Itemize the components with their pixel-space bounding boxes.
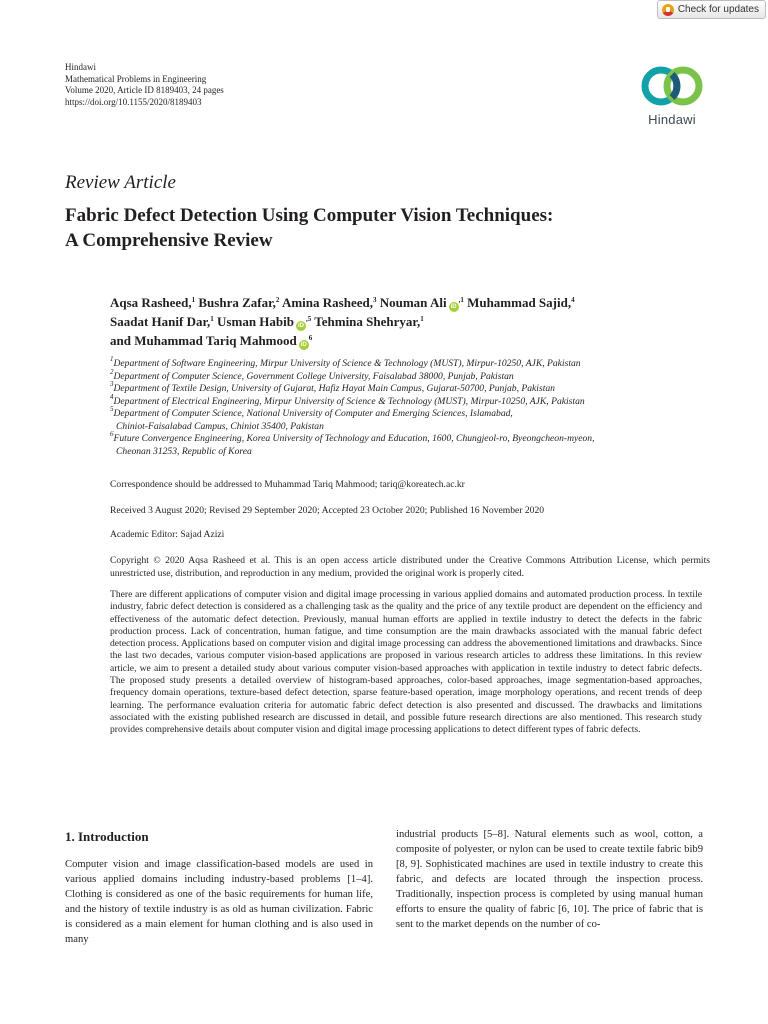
doi-link[interactable]: https://doi.org/10.1155/2020/8189403	[65, 96, 202, 107]
academic-editor: Academic Editor: Sajad Azizi	[110, 529, 225, 540]
orcid-icon[interactable]: iD	[298, 323, 304, 329]
journal-info	[65, 62, 224, 108]
affiliation-item	[110, 367, 710, 384]
affiliation-num: 5	[110, 405, 114, 413]
affiliation-text: Department of Computer Science, National University of Computer and Emerging Sciences, Islamabad,	[113, 408, 513, 419]
article-title	[65, 203, 705, 253]
author-list	[110, 293, 710, 350]
author-line-3	[110, 331, 710, 350]
volume-line: Volume 2020, Article ID 8189403, 24 pages	[65, 85, 224, 95]
affiliation-ref: 3	[372, 296, 377, 304]
affiliation-item	[110, 430, 710, 446]
orcid-icon[interactable]: iD	[450, 304, 457, 310]
title-line-2: A Comprehensive Review	[65, 230, 273, 251]
correspondence-note: Correspondence should be addressed to Muhammad Tariq Mahmood; tariq@koreatech.ac.kr	[110, 479, 465, 490]
author-name[interactable]: Aqsa Rasheed,	[110, 295, 192, 310]
affiliation-num: 6	[110, 430, 114, 438]
publication-dates: Received 3 August 2020; Revised 29 September 2020; Accepted 23 October 2020; Published 16 November 2020	[110, 505, 545, 516]
hindawi-rings-icon	[639, 62, 705, 110]
affiliation-text: Department of Electrical Engineering, Mirpur University of Science & Technology (MUST), Mirpur-10250, AJK, Pakistan	[113, 395, 585, 407]
orcid-icon[interactable]: iD	[300, 342, 307, 348]
hindawi-brand-text: Hindawi	[648, 112, 696, 127]
abstract: There are different applications of computer vision and digital image processing in various applied domains and automated production process. In textile industry, fabric defect detection is considered as a challenging task as the quality and the price of any textile product are dependent on the efficiency and effectiveness of the automatic defect detection. Previously, manual human efforts are applied in textile industry to detect the defects in the fabric production process. Lack of concentration, human fatigue, and time consumption are the main drawbacks associated with the manual fabric defect detection process. Applications based on computer vision and digital image processing can address the abovementioned limitations and drawbacks. Since the last two decades, various computer vision-based applications are proposed in various research articles to address these limitations. In this review article, we aim to present a detailed study about various computer vision-based approaches with application in textile industry to detect fabric defects. The proposed study presents a detailed overview of histogram-based approaches, color-based approaches, image segmentation-based approaches, frequency domain operations, texture-based defect detection, sparse feature-based operation, image morphology operations, and recent trends of deep learning. The performance evaluation criteria for automatic fabric defect detection is also presented and discussed. The drawbacks and limitations associated with the existing published research are discussed in detail, and possible future research directions are also mentioned. This research study provides comprehensive details about computer vision and digital image processing applications to detect different types of fabric defects.	[110, 589, 702, 736]
affiliation-item	[110, 355, 710, 371]
affiliation-text: Future Convergence Engineering, Korea University of Technology and Education, 1600, Chungjeol-ro, Byeongcheon-myeon,	[113, 433, 595, 444]
affiliation-continuation: Chiniot-Faisalabad Campus, Chiniot 35400, Pakistan	[116, 420, 324, 432]
affiliation-text: Department of Computer Science, Government College University, Faisalabad 38000, Punjab, Pakistan	[113, 370, 514, 382]
affiliation-ref: 6	[308, 334, 313, 342]
title-line-1: Fabric Defect Detection Using Computer Vision Techniques:	[65, 205, 554, 226]
author-name[interactable]: Usman Habib	[217, 314, 294, 329]
author-name[interactable]: Muhammad Sajid,	[467, 295, 572, 310]
intro-right-column: industrial products [5–8]. Natural elements such as wool, cotton, a composite of polyester, or nylon can be used to create textile fabric bib9 [8, 9]. Sophisticated machines are used in textile industry to create this fabric, and defects are located through the inspection process. Traditionally, inspection process is completed by using manual human efforts to ensure the quality of fabric [6, 10]. The price of fabric that is sent to the market depends on the number of co-	[396, 829, 703, 930]
affiliation-item	[110, 392, 710, 409]
publisher-name: Hindawi	[65, 62, 96, 72]
affiliation-num: 3	[110, 380, 114, 388]
author-line-2	[110, 312, 710, 331]
author-name[interactable]: Bushra Zafar,	[198, 295, 276, 310]
author-name[interactable]: and Muhammad Tariq Mahmood	[110, 333, 297, 348]
affiliation-ref: ,5	[306, 315, 312, 323]
affiliation-ref: 1	[191, 296, 196, 304]
journal-name: Mathematical Problems in Engineering	[65, 73, 207, 84]
affiliation-continuation: Cheonan 31253, Republic of Korea	[116, 445, 252, 457]
affiliation-text: Department of Software Engineering, Mirpur University of Science & Technology (MUST), Mirpur-10250, AJK, Pakistan	[113, 358, 581, 369]
author-line-1	[110, 293, 710, 312]
hindawi-logo	[636, 62, 708, 132]
copyright-notice: Copyright © 2020 Aqsa Rasheed et al. This is an open access article distributed under the Creative Commons Attribution License, which permits unrestricted use, distribution, and reproduction in any medium, provided the original work is properly cited.	[110, 555, 710, 579]
crossmark-icon	[662, 4, 674, 16]
affiliation-item	[110, 405, 710, 421]
affiliation-item	[110, 380, 710, 396]
affiliations	[110, 355, 710, 458]
author-name[interactable]: Nouman Ali	[379, 295, 447, 310]
check-updates-label: Check for updates	[677, 4, 759, 15]
affiliation-ref: 2	[275, 296, 280, 304]
section-heading-introduction: 1. Introduction	[65, 829, 149, 844]
author-name[interactable]: Saadat Hanif Dar,	[110, 314, 211, 329]
affiliation-ref: 1	[420, 315, 424, 323]
author-name[interactable]: Tehmina Shehryar,	[314, 314, 421, 329]
author-name[interactable]: Amina Rasheed,	[281, 295, 373, 310]
check-for-updates-button[interactable]	[657, 0, 766, 19]
affiliation-num: 2	[110, 367, 114, 376]
affiliation-text: Department of Textile Design, University of Gujarat, Hafiz Hayat Main Campus, Gujarat-50700, Punjab, Pakistan	[113, 383, 555, 394]
affiliation-num: 1	[110, 355, 114, 363]
affiliation-ref: 4	[571, 296, 575, 304]
article-type: Review Article	[65, 172, 176, 193]
intro-left-column: Computer vision and image classification-based models are used in various applied domains including industry-based problems [1–4]. Clothing is considered as one of the basic requirements for human life, and the history of textile industry is as old as human civilization. Fabric is considered as a main element for human clothing and is also used in many	[65, 859, 373, 945]
affiliation-num: 4	[110, 392, 114, 401]
affiliation-ref: 1	[210, 315, 214, 323]
affiliation-ref: ,1	[458, 296, 464, 304]
